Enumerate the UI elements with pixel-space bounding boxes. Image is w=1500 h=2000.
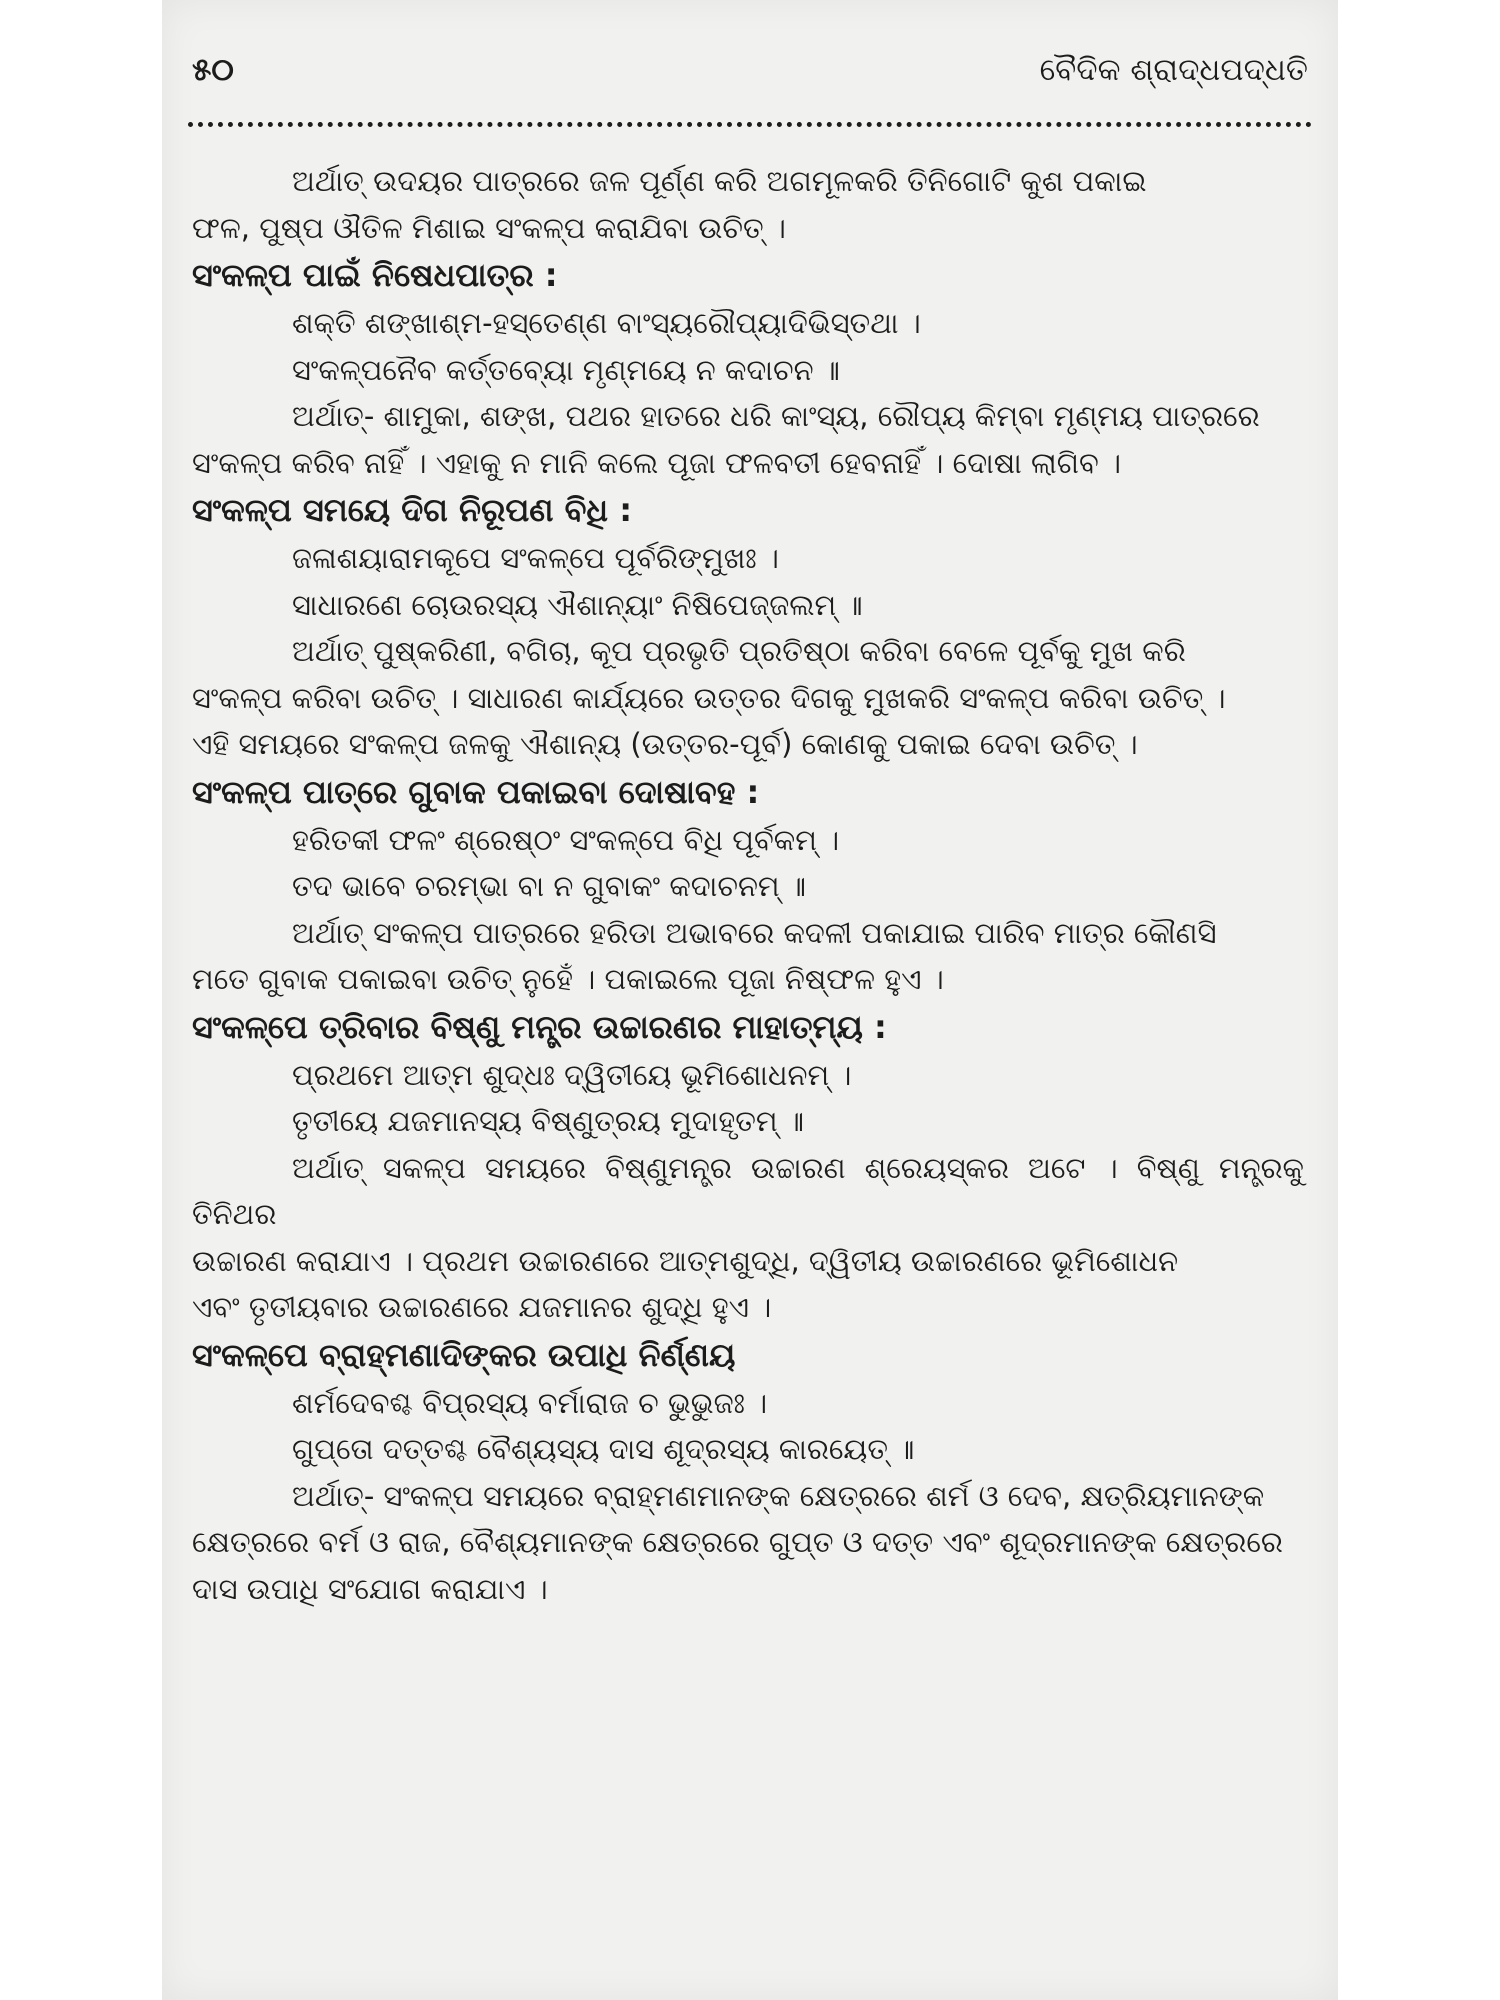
sanskrit-verse: [192, 1052, 1304, 1145]
paragraph-line: ସଂକଳ୍ପ କରିବ ନାହିଁ । ଏହାକୁ ନ ମାନି କଲେ ପୂଜା ଫଳବତୀ ହେବନାହିଁ । ଦୋଷା ଲାଗିବ ।: [192, 445, 1122, 480]
running-title: ବୈଦିକ ଶ୍ରାଦ୍ଧପଦ୍ଧତି: [1039, 52, 1308, 88]
verse-line: ହରିତକୀ ଫଳଂ ଶ୍ରେଷ୍ଠଂ ସଂକଳ୍ପେ ବିଧି ପୂର୍ବକମ୍ ।: [292, 822, 840, 857]
paragraph-text: ଅର୍ଥାତ୍ ସକଳ୍ପ ସମୟରେ ବିଷ୍ଣୁମନ୍ତ୍ର ଉଚ୍ଚାରଣ ଶ୍ରେୟସ୍କର ଅଟେ । ବିଷ୍ଣୁ ମନ୍ତ୍ରକୁ ତିନିଥର: [192, 1150, 1304, 1231]
dotted-divider: [188, 122, 1312, 127]
section-heading: ସଂକଳ୍ପ ପାତ୍ରେ ଗୁବାକ ପକାଇବା ଦୋଷାବହ :: [192, 772, 760, 811]
paragraph-text: ଅର୍ଥାତ୍- ଶାମୁକା, ଶଙ୍ଖ, ପଥର ହାତରେ ଧରି କାଂସ୍ୟ, ରୌପ୍ୟ କିମ୍ବା ମୃଣ୍ମୟ ପାତ୍ରରେ: [292, 399, 1260, 433]
paragraph: [192, 628, 1304, 768]
paragraph-line: [192, 628, 1304, 675]
paragraph-line: [192, 910, 1304, 957]
sanskrit-verse: [192, 1380, 1304, 1473]
paragraph-text: ଅର୍ଥାତ୍ ସଂକଳ୍ପ ପାତ୍ରରେ ହରିଡା ଅଭାବରେ କଦଳୀ ପକାଯାଇ ପାରିବ ମାତ୍ର କୌଣସି: [292, 915, 1217, 950]
paragraph-line: ଉଚ୍ଚାରଣ କରାଯାଏ । ପ୍ରଥମ ଉଚ୍ଚାରଣରେ ଆତ୍ମଶୁଦ୍ଧି, ଦ୍ୱିତୀୟ ଉଚ୍ଚାରଣରେ ଭୂମିଶୋଧନ: [192, 1243, 1179, 1278]
paragraph-line: ଦାସ ଉପାଧି ସଂଯୋଗ କରାଯାଏ ।: [192, 1571, 548, 1606]
paragraph-text: ଅର୍ଥାତ୍- ସଂକଳ୍ପ ସମୟରେ ବ୍ରାହ୍ମଣମାନଙ୍କ କ୍ଷେତ୍ରରେ ଶର୍ମ ଓ ଦେବ, କ୍ଷତ୍ରିୟମାନଙ୍କ: [292, 1478, 1265, 1513]
paragraph: [192, 393, 1304, 486]
verse-line: ସଂକଳ୍ପନୈବ କର୍ତ୍ତବ୍ୟୋ ମୃଣ୍ମୟେ ନ କଦାଚନ ॥: [292, 352, 840, 387]
paragraph: [192, 1473, 1304, 1613]
section-heading: ସଂକଳ୍ପ ସମୟେ ଦିଗ ନିରୂପଣ ବିଧି :: [192, 491, 633, 529]
paragraph-line: ଏହି ସମୟରେ ସଂକଳ୍ପ ଜଳକୁ ଐଶାନ୍ୟ (ଉତ୍ତର-ପୂର୍ବ) କୋଣକୁ ପକାଇ ଦେବା ଉଚିତ୍ ।: [192, 727, 1138, 761]
verse-line: ଶର୍ମଦେବଶ୍ଚ ବିପ୍ରସ୍ୟ ବର୍ମାରାଜ ଚ ଭୁଭୁଜଃ ।: [292, 1385, 768, 1420]
paragraph-line: [192, 158, 1304, 205]
paragraph-line: ଏବଂ ତୃତୀୟବାର ଉଚ୍ଚାରଣରେ ଯଜମାନର ଶୁଦ୍ଧି ହୁଏ ।: [192, 1290, 772, 1324]
page-number: ୫୦: [192, 52, 234, 88]
paragraph-line: [192, 393, 1304, 440]
paragraph-line: ମତେ ଗୁବାକ ପକାଇବା ଉଚିତ୍ ନୁହେଁ । ପକାଇଲେ ପୂଜା ନିଷ୍ଫଳ ହୁଏ ।: [192, 962, 944, 996]
paragraph-line: ଫଳ, ପୁଷ୍ପ ଔତିଳ ମିଶାଇ ସଂକଳ୍ପ କରାଯିବା ଉଚିତ୍ ।: [192, 210, 786, 245]
paragraph-line: ସଂକଳ୍ପ କରିବା ଉଚିତ୍ । ସାଧାରଣ କାର୍ଯ୍ୟରେ ଉତ୍ତର ଦିଗକୁ ମୁଖକରି ସଂକଳ୍ପ କରିବା ଉଚିତ୍ ।: [192, 680, 1226, 715]
section-heading: ସଂକଳ୍ପେ ବ୍ରାହ୍ମଣାଦିଙ୍କର ଉପାଧି ନିର୍ଣ୍ଣୟ: [192, 1335, 736, 1374]
paragraph-text: ଅର୍ଥାତ୍ ଉଦୟର ପାତ୍ରରେ ଜଳ ପୂର୍ଣ୍ଣ କରି ଅଗମୂଳକରି ତିନିଗୋଟି କୁଶ ପକାଇ: [292, 164, 1147, 198]
paragraph-line: [192, 1145, 1304, 1238]
paragraph-line: କ୍ଷେତ୍ରରେ ବର୍ମ ଓ ରାଜ, ବୈଶ୍ୟମାନଙ୍କ କ୍ଷେତ୍ରରେ ଗୁପ୍ତ ଓ ଦତ୍ତ ଏବଂ ଶୂଦ୍ରମାନଙ୍କ କ୍ଷେତ୍ରରେ: [192, 1525, 1283, 1559]
verse-line: ଗୁପ୍ତୋ ଦତ୍ତଶ୍ଚ ବୈଶ୍ୟସ୍ୟ ଦାସ ଶୂଦ୍ରସ୍ୟ କାରୟେତ୍ ॥: [292, 1432, 915, 1466]
paragraph: [192, 158, 1304, 251]
paragraph-line: [192, 1473, 1304, 1520]
verse-line: ଜଳାଶୟାରାମକୂପେ ସଂକଳ୍ପେ ପୂର୍ବରିଙ୍ମୁଖଃ ।: [292, 541, 779, 575]
sanskrit-verse: [192, 300, 1304, 393]
verse-line: ପ୍ରଥମେ ଆତ୍ମ ଶୁଦ୍ଧଃ ଦ୍ୱିତୀୟେ ଭୂମିଶୋଧନମ୍ ।: [292, 1057, 852, 1092]
sanskrit-verse: [192, 817, 1304, 910]
verse-line: ତୃତୀୟେ ଯଜମାନସ୍ୟ ବିଷ୍ଣୁତ୍ରୟ ମୁଦାହୃତମ୍ ॥: [292, 1104, 804, 1138]
section-heading: ସଂକଳ୍ପେ ତ୍ରିବାର ବିଷ୍ଣୁ ମନ୍ତ୍ର ଉଚ୍ଚାରଣର ମାହାତ୍ମ୍ୟ :: [192, 1007, 887, 1046]
page-body: [192, 158, 1304, 1612]
verse-line: ଶକ୍ତି ଶଙ୍ଖାଶ୍ମ-ହସ୍ତେଣ୍ଣ ବାଂସ୍ୟରୌପ୍ୟାଦିଭିସ୍ତଥା ।: [292, 306, 921, 340]
paragraph: [192, 1145, 1304, 1331]
sanskrit-verse: [192, 535, 1304, 628]
section-heading: ସଂକଳ୍ପ ପାଇଁ ନିଷେଧପାତ୍ର :: [192, 256, 558, 294]
paragraph-text: ଅର୍ଥାତ୍ ପୁଷ୍କରିଣୀ, ବଗିଚା, କୂପ ପ୍ରଭୃତି ପ୍ରତିଷ୍ଠା କରିବା ବେଳେ ପୂର୍ବକୁ ମୁଖ କରି: [292, 634, 1186, 668]
verse-line: ତଦ ଭାବେ ଚରମ୍ଭା ବା ନ ଗୁବାକଂ କଦାଚନମ୍ ॥: [292, 869, 806, 903]
page-header: [192, 52, 1308, 102]
paragraph: [192, 910, 1304, 1003]
book-page: [162, 0, 1338, 2000]
verse-line: ସାଧାରଣେ ଚୋଉରସ୍ୟ ଐଶାନ୍ୟାଂ ନିଷିପେଜ୍ଜଲମ୍ ॥: [292, 587, 863, 622]
